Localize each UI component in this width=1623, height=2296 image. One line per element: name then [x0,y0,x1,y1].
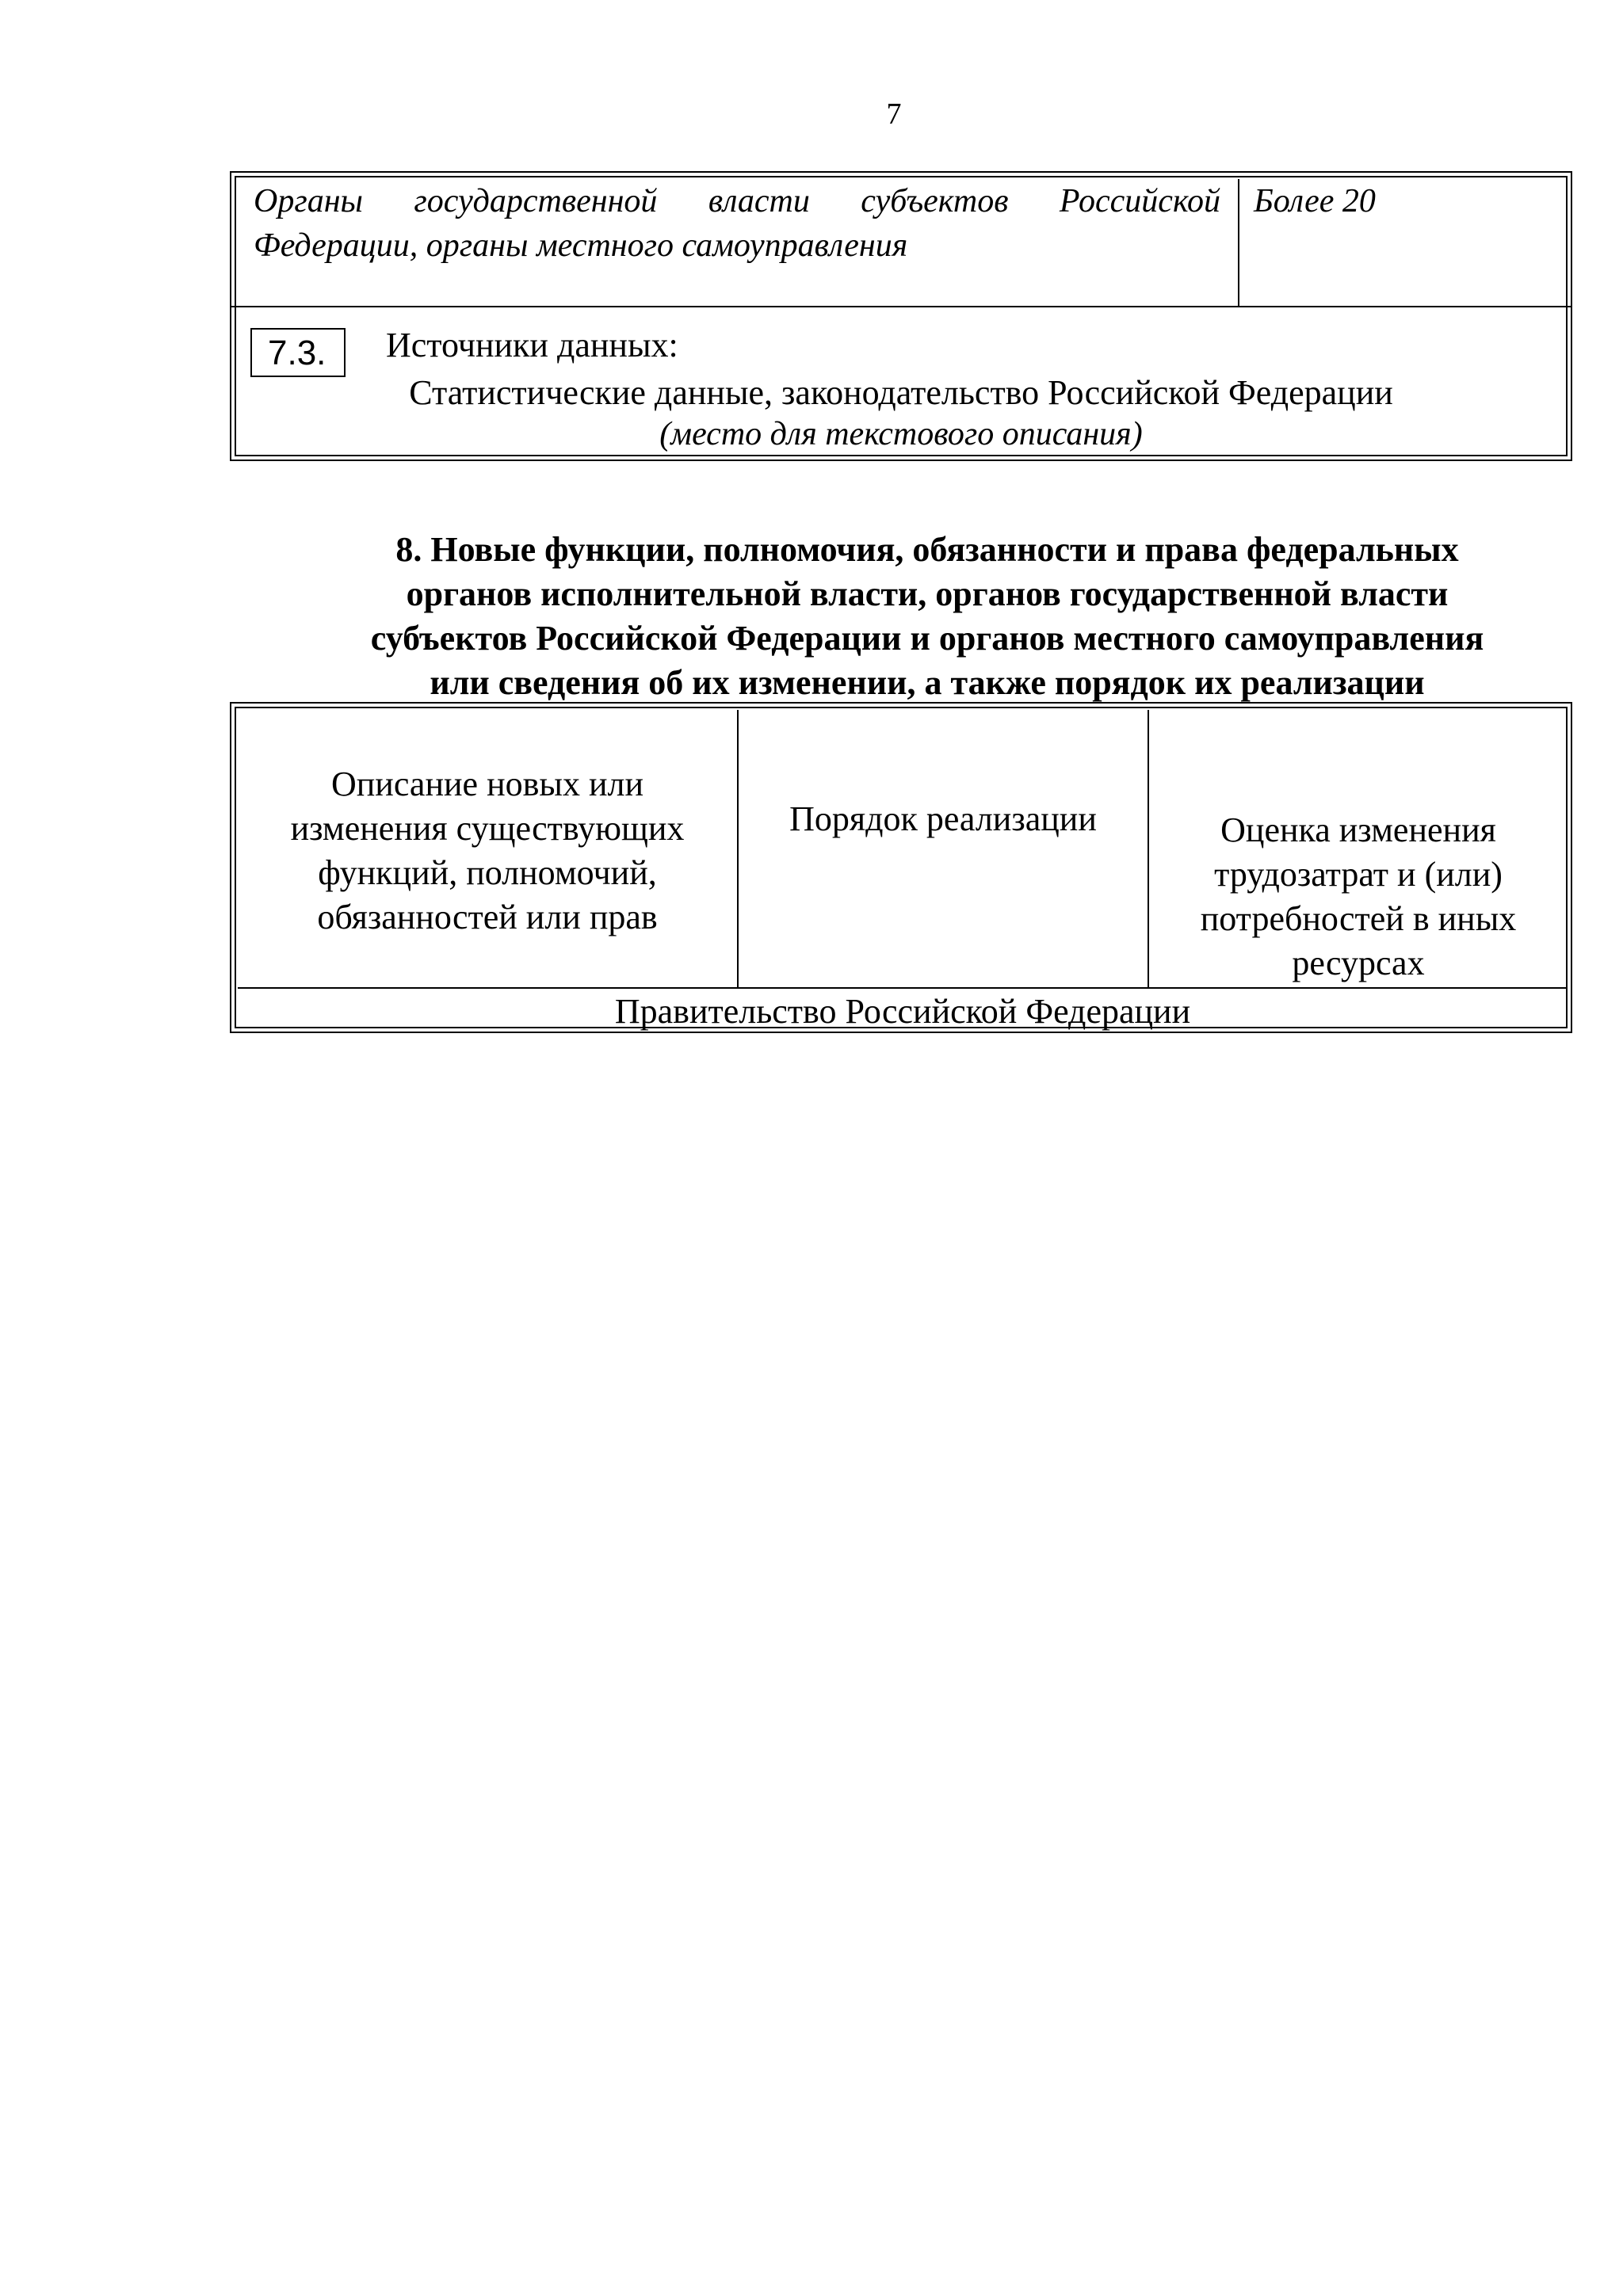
header-line: обязанностей или прав [317,898,658,936]
header-line: Описание новых или [330,765,644,803]
header-line: потребностей в иных [1200,899,1517,938]
column-header-description [238,710,739,987]
text-description-hint: (место для текстового описания) [659,416,1143,452]
column-header-assessment [1149,710,1568,987]
group-name-cell: Органы государственной власти субъектов Российской Федерации, органы местного самоуправления [238,179,1239,306]
heading-line: субъектов Российской Федерации и органов местного самоуправления [370,619,1484,658]
impact-table [230,171,1572,461]
data-sources-value: Статистические данные, законодательство Российской Федерации [409,373,1393,412]
header-line: функций, полномочий, [318,853,657,892]
page-number: 7 [886,97,902,131]
table-row [231,173,1571,307]
header-line: ресурсах [1292,944,1425,982]
heading-line: органов исполнительной власти, органов государственной власти [406,574,1449,613]
group-count-cell: Более 20 [1254,183,1376,219]
data-sources-label: Источники данных: [386,326,678,364]
table-header [238,710,1568,989]
section-number: 7.3. [250,328,346,377]
organization-row: Правительство Российской Федерации [614,992,1191,1031]
data-sources-row [231,307,1571,463]
header-line: Порядок реализации [789,799,1097,838]
header-line: изменения существующих [290,809,685,848]
header-line: Оценка изменения [1220,810,1496,849]
header-line: трудозатрат и (или) [1214,855,1503,894]
column-header-procedure [739,710,1149,987]
section-heading [285,528,1569,705]
heading-line: или сведения об их изменении, а также порядок их реализации [430,663,1425,702]
functions-table [230,702,1572,1033]
heading-line: 8. Новые функции, полномочия, обязанности и права федеральных [395,530,1459,569]
